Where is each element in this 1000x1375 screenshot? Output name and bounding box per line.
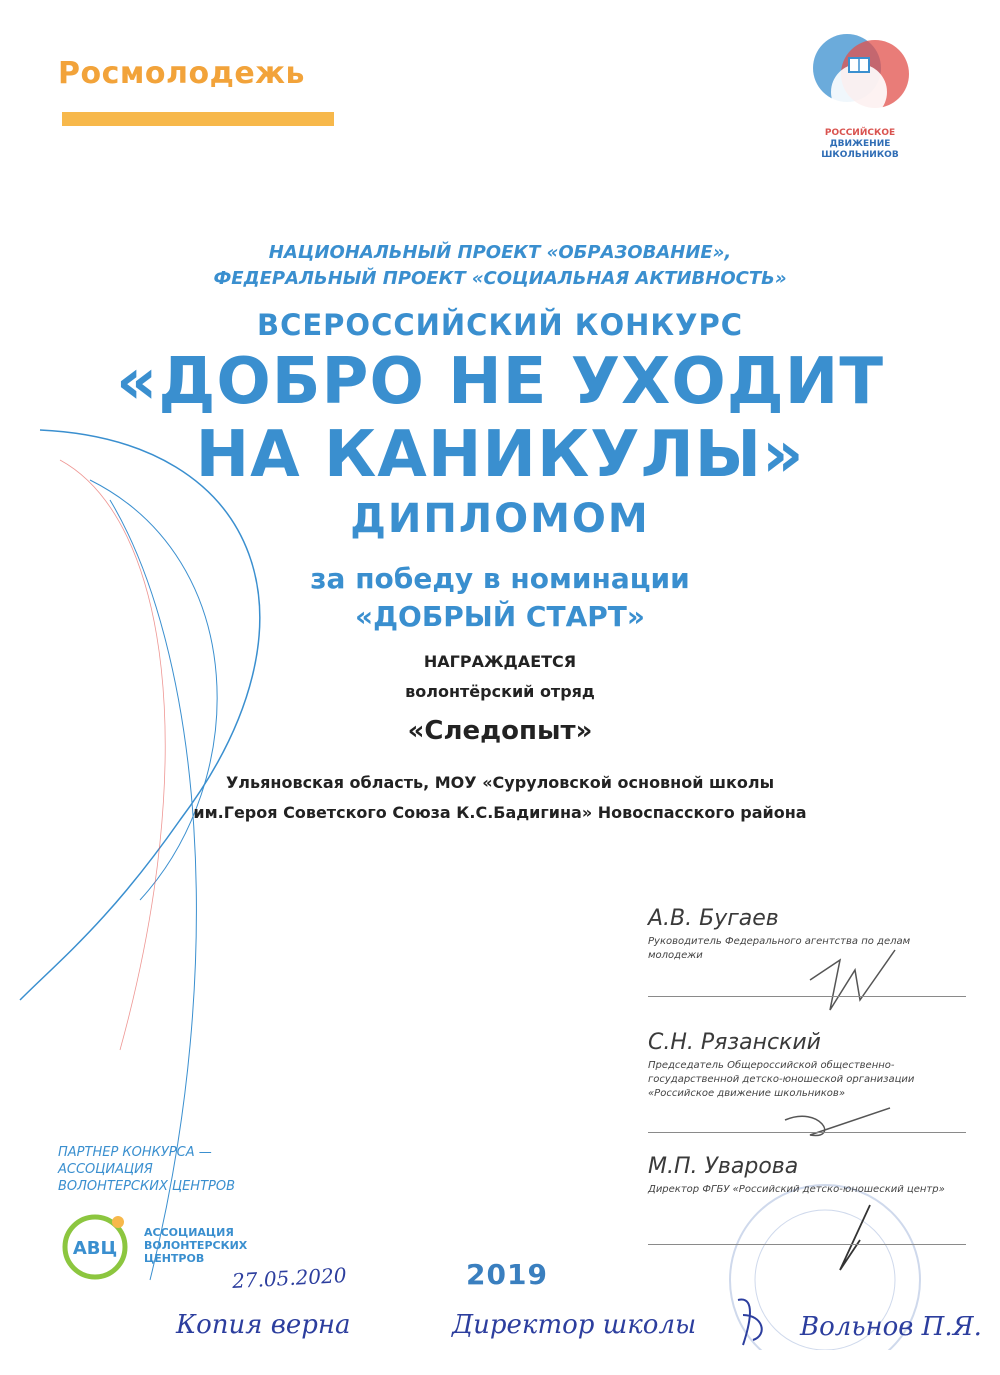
handwritten-copy-certified: Копия верна (176, 1310, 351, 1340)
partner-heading-line1: ПАРТНЕР КОНКУРСА — (58, 1145, 212, 1160)
avc-logo-line1: АССОЦИАЦИЯ (144, 1226, 234, 1239)
handwritten-name: Вольнов П.Я. (800, 1312, 982, 1342)
signature-scribble-3-icon (820, 1200, 880, 1280)
partner-heading-line2: АССОЦИАЦИЯ (58, 1162, 153, 1177)
signature-block-2 (648, 1030, 968, 1101)
address-line2: им.Героя Советского Союза К.С.Бадигина» Новоспасского района (193, 803, 807, 822)
handwritten-date: 27.05.2020 (231, 1263, 348, 1293)
rosmolodezh-logo: Росмолодежь (58, 56, 305, 91)
awarded-label: НАГРАЖДАЕТСЯ (423, 652, 577, 671)
rosmolodezh-logo-bar (62, 112, 334, 126)
signatory-name-1: А.В. Бугаев (648, 906, 779, 931)
rdsh-logo-text (790, 128, 930, 161)
signatory-role-1: Руководитель Федерального агентства по делам молодежи (648, 936, 911, 961)
contest-name-line1: «ДОБРО НЕ УХОДИТ (116, 345, 884, 419)
signature-line-3 (648, 1244, 966, 1245)
signatory-name-3: М.П. Уварова (648, 1154, 799, 1179)
rdsh-logo-line2: ДВИЖЕНИЕ ШКОЛЬНИКОВ (821, 139, 899, 160)
signatory-name-2: С.Н. Рязанский (648, 1030, 821, 1055)
partner-heading (58, 1144, 235, 1195)
signatory-role-2: Председатель Общероссийской общественно-государственной детско-юношеской организации «Российское движение школьников» (648, 1060, 915, 1099)
federal-project-line: ФЕДЕРАЛЬНЫЙ ПРОЕКТ «СОЦИАЛЬНАЯ АКТИВНОСТЬ» (213, 268, 787, 289)
avc-logo-line3: ЦЕНТРОВ (144, 1252, 205, 1265)
signature-line-1 (648, 996, 966, 997)
rdsh-logo-line1: РОССИЙСКОЕ (824, 128, 896, 138)
signature-scribble-2-icon (780, 1100, 900, 1150)
handwritten-director: Директор школы (452, 1310, 697, 1340)
signatory-role-3: Директор ФГБУ «Российский детско-юношеский центр» (648, 1184, 945, 1195)
contest-label: ВСЕРОССИЙСКИЙ КОНКУРС (256, 308, 744, 342)
team-label: волонтёрский отряд (405, 682, 595, 701)
avc-logo-text (144, 1226, 247, 1265)
year: 2019 (466, 1258, 548, 1291)
avc-logo-icon (60, 1212, 130, 1282)
signature-scribble-1-icon (800, 940, 910, 1020)
nomination-line1: за победу в номинации (310, 562, 690, 595)
contest-name-line2: НА КАНИКУЛЫ» (195, 418, 805, 492)
diploma-heading: ДИПЛОМОМ (350, 496, 650, 542)
handwritten-signature-icon (728, 1290, 778, 1350)
avc-logo-line2: ВОЛОНТЕРСКИХ (144, 1239, 248, 1252)
national-project-line: НАЦИОНАЛЬНЫЙ ПРОЕКТ «ОБРАЗОВАНИЕ», (268, 242, 732, 263)
signature-block-3 (648, 1154, 968, 1197)
partner-heading-line3: ВОЛОНТЕРСКИХ ЦЕНТРОВ (58, 1179, 236, 1194)
address-line1: Ульяновская область, МОУ «Суруловской основной школы (225, 773, 775, 792)
avc-logo-abbr: АВЦ (72, 1238, 118, 1259)
nomination-line2: «ДОБРЫЙ СТАРТ» (355, 600, 645, 633)
signature-line-2 (648, 1132, 966, 1133)
team-name: «Следопыт» (407, 716, 593, 746)
